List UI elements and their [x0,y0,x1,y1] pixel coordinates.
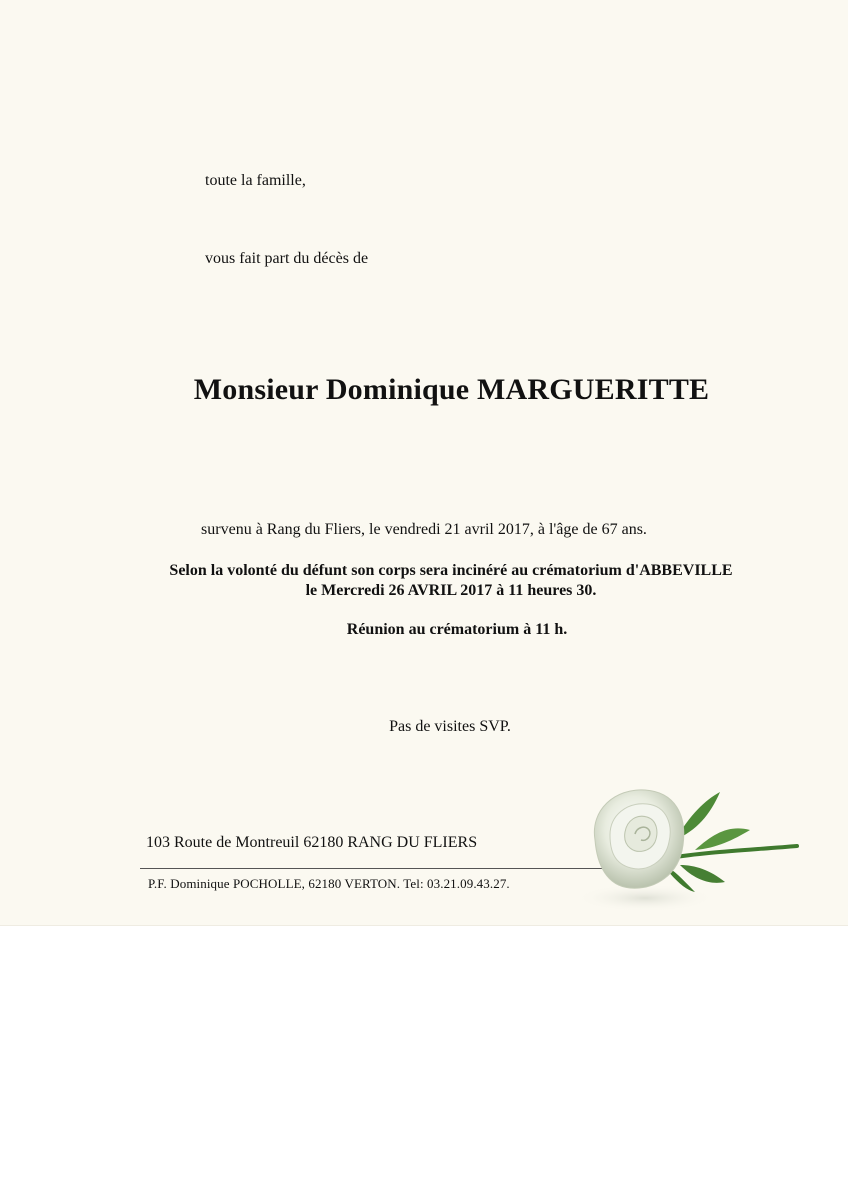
footer-divider [140,868,625,869]
address-line: 103 Route de Montreuil 62180 RANG DU FLIERS [146,834,478,851]
meeting-line: Réunion au crématorium à 11 h. [346,621,568,638]
visits-line: Pas de visites SVP. [389,718,511,735]
white-rose-illustration [575,770,800,915]
cremation-details [0,561,848,601]
rose-inner-petal [625,816,657,851]
cremation-line-1: Selon la volonté du défunt son corps sera incinéré au crématorium d'ABBEVILLE [169,562,733,579]
death-details: survenu à Rang du Fliers, le vendredi 21 avril 2017, à l'âge de 67 ans. [201,521,647,538]
rose-leaf-right [695,828,750,850]
deceased-name: Monsieur Dominique MARGUERITTE [193,373,710,406]
family-line: toute la famille, [205,172,306,189]
cremation-line-2: le Mercredi 26 AVRIL 2017 à 11 heures 30. [305,582,597,599]
rose-shadow [575,884,715,912]
rose-stem [670,846,797,858]
announce-line: vous fait part du décès de [205,250,369,267]
sheet-bottom-edge [0,925,848,926]
funeral-home-line: P.F. Dominique POCHOLLE, 62180 VERTON. Tel: 03.21.09.43.27. [148,876,510,891]
rose-leaf-lower [680,865,725,883]
